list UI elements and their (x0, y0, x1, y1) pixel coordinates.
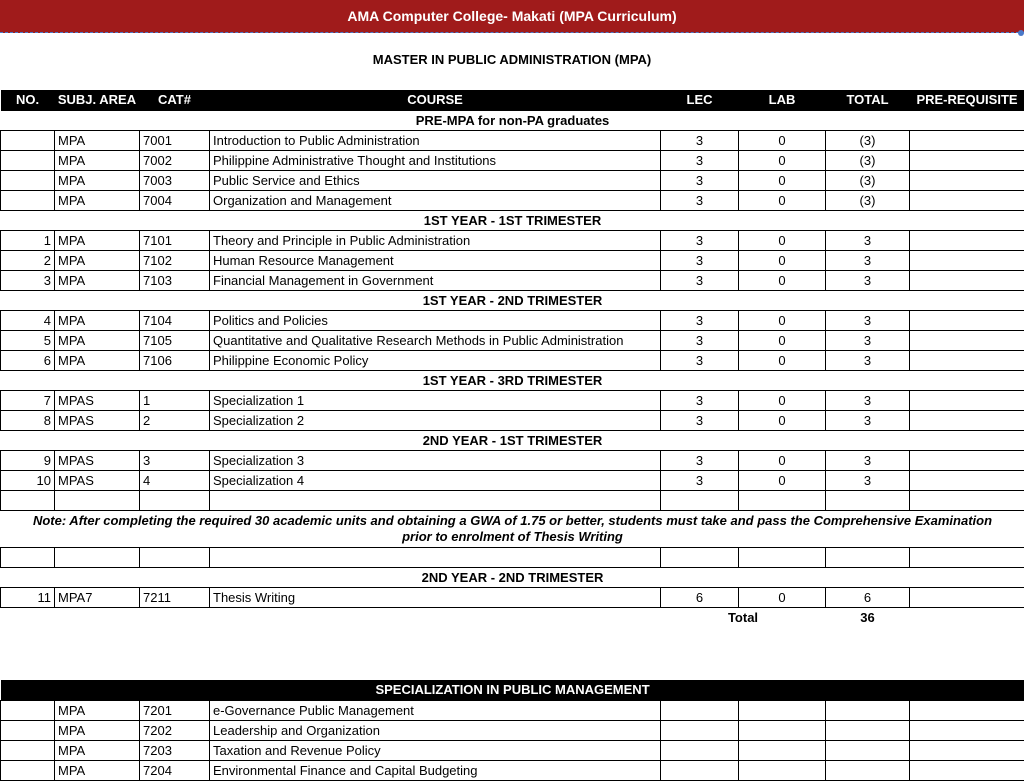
lecture-units-cell[interactable]: 3 (661, 411, 739, 431)
section-title: 1ST YEAR - 2ND TRIMESTER (1, 291, 1024, 311)
blank-cell (55, 608, 140, 628)
empty-cell[interactable] (140, 491, 210, 511)
column-header-row (1, 90, 1024, 111)
lecture-units-cell[interactable] (661, 701, 739, 721)
subject-area-cell[interactable]: MPAS (55, 451, 140, 471)
course-name-cell[interactable]: Taxation and Revenue Policy (210, 741, 661, 761)
subject-area-cell[interactable]: MPA7 (55, 588, 140, 608)
lecture-units-cell[interactable]: 3 (661, 311, 739, 331)
lab-units-cell[interactable]: 0 (739, 351, 826, 371)
row-number[interactable]: 9 (1, 451, 55, 471)
total-units-cell[interactable]: 3 (826, 351, 910, 371)
course-name-cell[interactable]: Quantitative and Qualitative Research Methods in Public Administration (210, 331, 661, 351)
section-header-row (1, 371, 1024, 391)
empty-cell[interactable] (910, 548, 1024, 568)
course-name-cell[interactable]: Specialization 3 (210, 451, 661, 471)
prerequisite-cell[interactable] (910, 231, 1024, 251)
subject-area-cell[interactable]: MPA (55, 311, 140, 331)
total-units-cell[interactable] (826, 721, 910, 741)
course-name-cell[interactable]: Public Service and Ethics (210, 171, 661, 191)
lecture-units-cell[interactable]: 3 (661, 251, 739, 271)
subject-area-cell[interactable]: MPAS (55, 411, 140, 431)
course-name-cell[interactable]: Human Resource Management (210, 251, 661, 271)
catalog-number-cell[interactable]: 7103 (140, 271, 210, 291)
prerequisite-cell[interactable] (910, 331, 1024, 351)
lab-units-cell[interactable] (739, 721, 826, 741)
catalog-number-cell[interactable]: 7106 (140, 351, 210, 371)
empty-cell[interactable] (140, 548, 210, 568)
row-number[interactable]: 6 (1, 351, 55, 371)
empty-cell[interactable] (210, 491, 661, 511)
row-number[interactable] (1, 721, 55, 741)
lab-units-cell[interactable]: 0 (739, 151, 826, 171)
blank-cell (210, 608, 661, 628)
prerequisite-cell[interactable] (910, 411, 1024, 431)
subject-area-cell[interactable]: MPA (55, 251, 140, 271)
row-number[interactable]: 8 (1, 411, 55, 431)
lecture-units-cell[interactable]: 3 (661, 131, 739, 151)
course-name-cell[interactable]: Specialization 1 (210, 391, 661, 411)
prerequisite-cell[interactable] (910, 741, 1024, 761)
specialization-row (1, 761, 1024, 781)
lecture-units-cell[interactable]: 3 (661, 471, 739, 491)
lab-units-cell[interactable]: 0 (739, 311, 826, 331)
section-header-row (1, 111, 1024, 131)
course-name-cell[interactable]: Specialization 2 (210, 411, 661, 431)
section-header-row (1, 568, 1024, 588)
total-units-cell[interactable]: (3) (826, 191, 910, 211)
prerequisite-cell[interactable] (910, 701, 1024, 721)
catalog-number-cell[interactable]: 7101 (140, 231, 210, 251)
blank-cell (910, 608, 1024, 628)
col-course[interactable]: COURSE (210, 90, 661, 111)
total-units-cell[interactable]: 3 (826, 331, 910, 351)
section-title: 2ND YEAR - 1ST TRIMESTER (1, 431, 1024, 451)
course-row (1, 351, 1024, 371)
course-row (1, 231, 1024, 251)
total-units-cell[interactable]: 3 (826, 271, 910, 291)
catalog-number-cell[interactable]: 3 (140, 451, 210, 471)
lab-units-cell[interactable]: 0 (739, 251, 826, 271)
col-prereq[interactable]: PRE-REQUISITE (910, 90, 1024, 111)
col-lab[interactable]: LAB (739, 90, 826, 111)
prerequisite-cell[interactable] (910, 131, 1024, 151)
course-row (1, 171, 1024, 191)
catalog-number-cell[interactable]: 7102 (140, 251, 210, 271)
col-no[interactable]: NO. (1, 90, 55, 111)
course-name-cell[interactable]: Politics and Policies (210, 311, 661, 331)
lab-units-cell[interactable]: 0 (739, 471, 826, 491)
total-units-cell[interactable]: (3) (826, 151, 910, 171)
course-row (1, 191, 1024, 211)
row-number[interactable]: 11 (1, 588, 55, 608)
course-row (1, 391, 1024, 411)
lab-units-cell[interactable]: 0 (739, 391, 826, 411)
lecture-units-cell[interactable]: 3 (661, 271, 739, 291)
lab-units-cell[interactable] (739, 741, 826, 761)
prerequisite-cell[interactable] (910, 721, 1024, 741)
course-name-cell[interactable]: Leadership and Organization (210, 721, 661, 741)
specialization-header-row (1, 680, 1024, 701)
specialization-title: SPECIALIZATION IN PUBLIC MANAGEMENT (1, 680, 1024, 701)
lecture-units-cell[interactable]: 3 (661, 231, 739, 251)
lecture-units-cell[interactable]: 3 (661, 191, 739, 211)
course-name-cell[interactable]: Philippine Administrative Thought and Institutions (210, 151, 661, 171)
lecture-units-cell[interactable] (661, 761, 739, 781)
lab-units-cell[interactable]: 0 (739, 331, 826, 351)
selection-handle[interactable] (1018, 30, 1024, 36)
row-number[interactable]: 7 (1, 391, 55, 411)
subject-area-cell[interactable]: MPA (55, 351, 140, 371)
total-units-cell[interactable]: 3 (826, 471, 910, 491)
total-label: Total (727, 610, 759, 625)
prerequisite-cell[interactable] (910, 171, 1024, 191)
catalog-number-cell[interactable]: 7104 (140, 311, 210, 331)
section-title: PRE-MPA for non-PA graduates (1, 111, 1024, 131)
subject-area-cell[interactable]: MPA (55, 701, 140, 721)
catalog-number-cell[interactable]: 7202 (140, 721, 210, 741)
blank-cell (140, 608, 210, 628)
empty-cell[interactable] (739, 548, 826, 568)
lecture-units-cell[interactable]: 3 (661, 451, 739, 471)
course-name-cell[interactable]: e-Governance Public Management (210, 701, 661, 721)
catalog-number-cell[interactable]: 7003 (140, 171, 210, 191)
course-row (1, 271, 1024, 291)
empty-cell[interactable] (1, 491, 55, 511)
total-units-cell[interactable]: (3) (826, 171, 910, 191)
note-row (1, 511, 1024, 548)
subject-area-cell[interactable]: MPA (55, 231, 140, 251)
row-number[interactable] (1, 741, 55, 761)
catalog-number-cell[interactable]: 7105 (140, 331, 210, 351)
prerequisite-cell[interactable] (910, 351, 1024, 371)
course-name-cell[interactable]: Theory and Principle in Public Administration (210, 231, 661, 251)
lecture-units-cell[interactable]: 3 (661, 151, 739, 171)
course-row (1, 151, 1024, 171)
specialization-row (1, 741, 1024, 761)
lecture-units-cell[interactable] (661, 721, 739, 741)
section-title: 2ND YEAR - 2ND TRIMESTER (1, 568, 1024, 588)
subject-area-cell[interactable]: MPA (55, 171, 140, 191)
course-name-cell[interactable]: Specialization 4 (210, 471, 661, 491)
row-number[interactable] (1, 701, 55, 721)
lab-units-cell[interactable]: 0 (739, 131, 826, 151)
col-lec[interactable]: LEC (661, 90, 739, 111)
lab-units-cell[interactable]: 0 (739, 451, 826, 471)
course-row (1, 588, 1024, 608)
curriculum-title: MASTER IN PUBLIC ADMINISTRATION (MPA) (372, 52, 652, 67)
curriculum-table (0, 90, 1024, 627)
lab-units-cell[interactable] (739, 701, 826, 721)
subject-area-cell[interactable]: MPA (55, 271, 140, 291)
subject-area-cell[interactable]: MPAS (55, 391, 140, 411)
catalog-number-cell[interactable]: 7204 (140, 761, 210, 781)
subject-area-cell[interactable]: MPA (55, 721, 140, 741)
empty-cell[interactable] (826, 548, 910, 568)
lab-units-cell[interactable]: 0 (739, 191, 826, 211)
course-row (1, 131, 1024, 151)
row-number[interactable]: 2 (1, 251, 55, 271)
total-units-cell[interactable]: 3 (826, 231, 910, 251)
row-number[interactable] (1, 191, 55, 211)
course-name-cell[interactable]: Financial Management in Government (210, 271, 661, 291)
catalog-number-cell[interactable]: 1 (140, 391, 210, 411)
course-row (1, 331, 1024, 351)
total-units-value: 36 (860, 610, 875, 625)
catalog-number-cell[interactable]: 4 (140, 471, 210, 491)
catalog-number-cell[interactable]: 7201 (140, 701, 210, 721)
empty-cell[interactable] (55, 548, 140, 568)
specialization-row (1, 721, 1024, 741)
catalog-number-cell[interactable]: 7004 (140, 191, 210, 211)
course-name-cell[interactable]: Organization and Management (210, 191, 661, 211)
lab-units-cell[interactable]: 0 (739, 231, 826, 251)
lecture-units-cell[interactable]: 3 (661, 171, 739, 191)
empty-row (1, 491, 1024, 511)
total-units-cell[interactable] (826, 761, 910, 781)
row-number[interactable]: 4 (1, 311, 55, 331)
lab-units-cell[interactable]: 0 (739, 588, 826, 608)
total-row (1, 608, 1024, 628)
total-units-cell[interactable]: 3 (826, 451, 910, 471)
empty-row (1, 548, 1024, 568)
prerequisite-cell[interactable] (910, 761, 1024, 781)
course-name-cell[interactable]: Thesis Writing (210, 588, 661, 608)
lecture-units-cell[interactable]: 3 (661, 351, 739, 371)
section-title: 1ST YEAR - 1ST TRIMESTER (1, 211, 1024, 231)
row-number[interactable] (1, 761, 55, 781)
lecture-units-cell[interactable] (661, 741, 739, 761)
empty-cell[interactable] (210, 548, 661, 568)
course-row (1, 451, 1024, 471)
col-total[interactable]: TOTAL (826, 90, 910, 111)
total-units-cell[interactable] (826, 701, 910, 721)
lab-units-cell[interactable]: 0 (739, 411, 826, 431)
catalog-number-cell[interactable]: 7002 (140, 151, 210, 171)
prerequisite-cell[interactable] (910, 151, 1024, 171)
total-units-cell[interactable]: (3) (826, 131, 910, 151)
total-units-cell[interactable]: 3 (826, 311, 910, 331)
comprehensive-exam-note: Note: After completing the required 30 academic units and obtaining a GWA of 1.75 or better, students must take and pass the Comprehensive Examination prior to enrolment of Thesis Writing (1, 511, 1024, 548)
subject-area-cell[interactable]: MPAS (55, 471, 140, 491)
subject-area-cell[interactable]: MPA (55, 761, 140, 781)
col-subj-area[interactable]: SUBJ. AREA (55, 90, 140, 111)
catalog-number-cell[interactable]: 7211 (140, 588, 210, 608)
row-number[interactable]: 5 (1, 331, 55, 351)
total-units-cell[interactable] (826, 741, 910, 761)
college-title: AMA Computer College- Makati (MPA Curriculum) (347, 8, 677, 24)
college-header-bar (0, 0, 1024, 33)
subject-area-cell[interactable]: MPA (55, 131, 140, 151)
lecture-units-cell[interactable]: 3 (661, 331, 739, 351)
subject-area-cell[interactable]: MPA (55, 331, 140, 351)
subject-area-cell[interactable]: MPA (55, 741, 140, 761)
course-row (1, 311, 1024, 331)
course-name-cell[interactable]: Philippine Economic Policy (210, 351, 661, 371)
lab-units-cell[interactable]: 0 (739, 271, 826, 291)
lab-units-cell[interactable]: 0 (739, 171, 826, 191)
empty-cell[interactable] (661, 548, 739, 568)
row-number[interactable]: 1 (1, 231, 55, 251)
course-row (1, 251, 1024, 271)
row-number[interactable] (1, 151, 55, 171)
row-number[interactable]: 3 (1, 271, 55, 291)
empty-cell[interactable] (826, 491, 910, 511)
lecture-units-cell[interactable]: 6 (661, 588, 739, 608)
empty-cell[interactable] (1, 548, 55, 568)
prerequisite-cell[interactable] (910, 451, 1024, 471)
lecture-units-cell[interactable]: 3 (661, 391, 739, 411)
prerequisite-cell[interactable] (910, 471, 1024, 491)
blank-cell (1, 608, 55, 628)
subject-area-cell[interactable]: MPA (55, 151, 140, 171)
section-header-row (1, 431, 1024, 451)
prerequisite-cell[interactable] (910, 311, 1024, 331)
total-units-cell[interactable]: 3 (826, 411, 910, 431)
section-header-row (1, 291, 1024, 311)
row-number[interactable] (1, 171, 55, 191)
empty-cell[interactable] (55, 491, 140, 511)
lab-units-cell[interactable] (739, 761, 826, 781)
catalog-number-cell[interactable]: 7001 (140, 131, 210, 151)
prerequisite-cell[interactable] (910, 271, 1024, 291)
total-units-cell[interactable]: 6 (826, 588, 910, 608)
prerequisite-cell[interactable] (910, 391, 1024, 411)
catalog-number-cell[interactable]: 2 (140, 411, 210, 431)
specialization-row (1, 701, 1024, 721)
total-units-cell[interactable]: 3 (826, 391, 910, 411)
catalog-number-cell[interactable]: 7203 (140, 741, 210, 761)
section-header-row (1, 211, 1024, 231)
prerequisite-cell[interactable] (910, 588, 1024, 608)
course-name-cell[interactable]: Introduction to Public Administration (210, 131, 661, 151)
empty-cell[interactable] (739, 491, 826, 511)
specialization-table (0, 680, 1024, 781)
row-number[interactable]: 10 (1, 471, 55, 491)
course-row (1, 471, 1024, 491)
empty-cell[interactable] (910, 491, 1024, 511)
subject-area-cell[interactable]: MPA (55, 191, 140, 211)
course-name-cell[interactable]: Environmental Finance and Capital Budgeting (210, 761, 661, 781)
empty-cell[interactable] (661, 491, 739, 511)
prerequisite-cell[interactable] (910, 191, 1024, 211)
course-row (1, 411, 1024, 431)
section-title: 1ST YEAR - 3RD TRIMESTER (1, 371, 1024, 391)
col-cat[interactable]: CAT# (140, 90, 210, 111)
row-number[interactable] (1, 131, 55, 151)
prerequisite-cell[interactable] (910, 251, 1024, 271)
total-units-cell[interactable]: 3 (826, 251, 910, 271)
